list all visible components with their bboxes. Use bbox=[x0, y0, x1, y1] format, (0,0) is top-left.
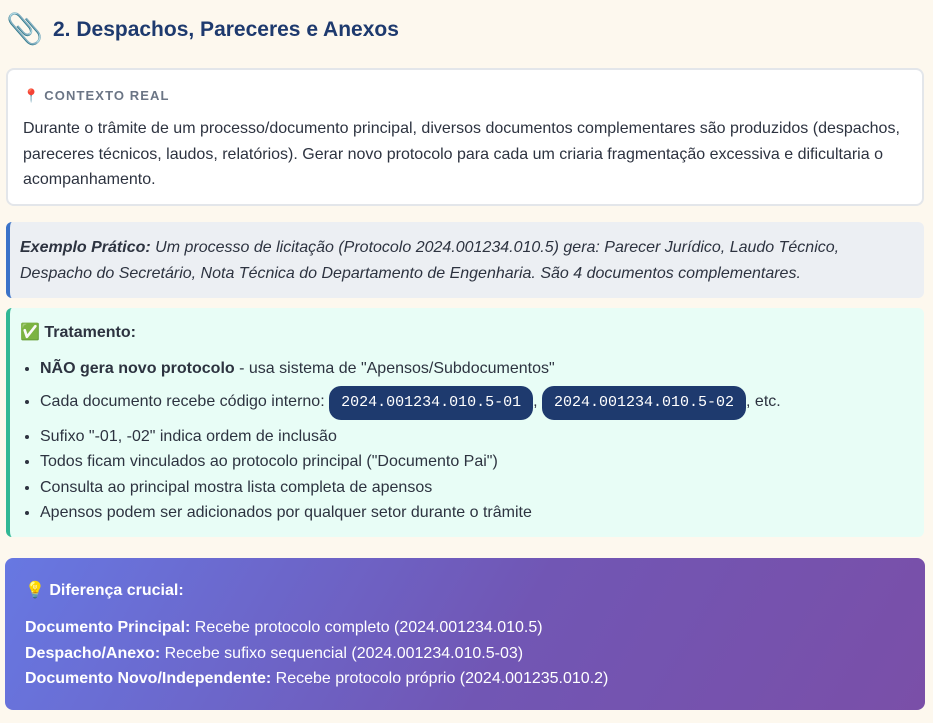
row-label: Despacho/Anexo: bbox=[25, 644, 161, 662]
item2-prefix: Cada documento recebe código interno: bbox=[40, 392, 330, 410]
example-text: Um processo de licitação (Protocolo 2024.001234.010.5) gera: Parecer Jurídico, Laudo Técnico, Despacho do Secretário, Nota Técnica do Departamento de Engenharia. São 4 documentos complementares. bbox=[20, 239, 840, 282]
lightbulb-icon: 💡 bbox=[25, 582, 45, 599]
list-item: • Todos ficam vinculados ao protocolo principal ("Documento Pai") bbox=[40, 449, 912, 475]
context-card bbox=[6, 68, 924, 206]
list-item: • Sufixo "-01, -02" indica ordem de inclusão bbox=[40, 424, 912, 450]
code-badge: 2024.001234.010.5-02 bbox=[542, 386, 746, 420]
crucial-rows bbox=[25, 615, 905, 692]
section-header bbox=[6, 10, 399, 50]
treatment-title-row bbox=[20, 322, 912, 344]
context-label: CONTEXTO REAL bbox=[44, 88, 170, 103]
crucial-row bbox=[25, 666, 905, 692]
paperclip-icon: 📎 bbox=[6, 13, 44, 46]
treatment-title: Tratamento: bbox=[44, 324, 136, 341]
page-title: 2. Despachos, Pareceres e Anexos bbox=[53, 18, 399, 41]
context-text: Durante o trâmite de um processo/documento principal, diversos documentos complementares são produzidos (despachos, pareceres técnicos, laudos, relatórios). Gerar novo protocolo para cada um criaria fragmentação excessiva e dificultaria o acompanhamento. bbox=[23, 120, 900, 188]
code-separator: , bbox=[533, 392, 542, 410]
crucial-difference-box bbox=[5, 558, 925, 710]
row-text: Recebe protocolo próprio (2024.001235.010.2) bbox=[271, 670, 609, 687]
check-icon: ✅ bbox=[20, 324, 40, 341]
treatment-box bbox=[6, 308, 924, 537]
crucial-title: Diferença crucial: bbox=[49, 582, 184, 599]
pin-icon: 📍 bbox=[23, 88, 41, 103]
row-text: Recebe sufixo sequencial (2024.001234.010.5-03) bbox=[160, 644, 524, 662]
item2-suffix: , etc. bbox=[746, 392, 781, 410]
list-item bbox=[40, 385, 912, 420]
crucial-title-row bbox=[25, 580, 905, 602]
treatment-list bbox=[20, 356, 912, 526]
list-item bbox=[40, 356, 912, 382]
example-box bbox=[6, 222, 924, 298]
list-item: • Consulta ao principal mostra lista completa de apensos bbox=[40, 475, 912, 501]
crucial-row bbox=[25, 615, 905, 641]
context-label-row bbox=[23, 88, 906, 104]
item1-rest: - usa sistema de "Apensos/Subdocumentos" bbox=[234, 360, 555, 377]
code-badge: 2024.001234.010.5-01 bbox=[329, 386, 533, 420]
example-label: Exemplo Prático: bbox=[20, 239, 151, 256]
row-text: Recebe protocolo completo (2024.001234.010.5) bbox=[190, 619, 543, 636]
crucial-row bbox=[25, 641, 905, 667]
row-label: Documento Principal: bbox=[25, 619, 191, 636]
list-item: • Apensos podem ser adicionados por qualquer setor durante o trâmite bbox=[40, 500, 912, 526]
row-label: Documento Novo/Independente: bbox=[25, 670, 272, 687]
item1-bold: NÃO gera novo protocolo bbox=[40, 360, 235, 377]
